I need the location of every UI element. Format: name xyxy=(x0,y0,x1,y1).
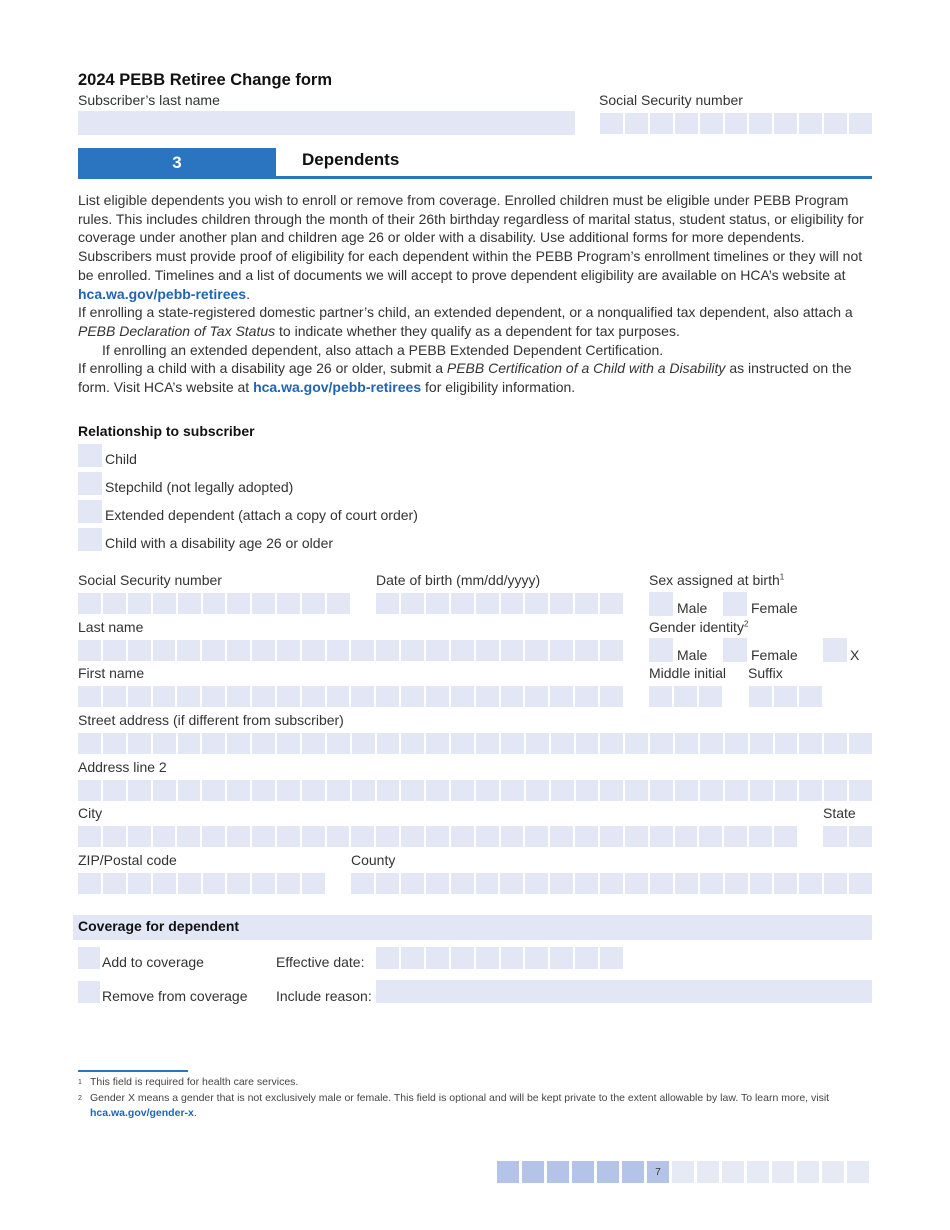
zip-input[interactable] xyxy=(78,873,325,894)
gender-female-checkbox[interactable] xyxy=(723,638,747,662)
first-name-label: First name xyxy=(78,665,145,681)
dependent-ssn-input[interactable] xyxy=(78,593,350,614)
last-name-input[interactable] xyxy=(78,640,623,661)
section-divider xyxy=(78,176,872,179)
effective-date-input[interactable] xyxy=(376,947,623,969)
relationship-child-label: Child xyxy=(105,451,137,467)
intro-paragraph-3: If enrolling an extended dependent, also attach a PEBB Extended Dependent Certification. xyxy=(102,341,664,358)
sex-female-checkbox[interactable] xyxy=(723,592,747,616)
remove-coverage-label: Remove from coverage xyxy=(102,988,248,1004)
subscriber-ssn-label: Social Security number xyxy=(599,92,743,108)
relationship-disability-label: Child with a disability age 26 or older xyxy=(105,535,334,551)
last-name-label: Last name xyxy=(78,619,144,635)
intro-paragraph-4: If enrolling a child with a disability age 26 or older, submit a PEBB Certification of a Child with a Disability as instructed on the form. Visit HCA’s website at hca.wa.gov/pebb-retirees for eligibility information. xyxy=(78,360,852,396)
add-coverage-label: Add to coverage xyxy=(102,954,204,970)
footnote-1: $^1$ This field is required for health care services. xyxy=(78,1076,299,1088)
street-address-input[interactable] xyxy=(78,733,872,754)
gender-label: Gender identity$^2$ xyxy=(649,619,749,635)
middle-initial-label: Middle initial xyxy=(649,665,727,681)
dob-label: Date of birth (mm/dd/yyyy) xyxy=(376,572,541,588)
footnote-2: $^2$ Gender X means a gender that is not exclusively male or female. This field is optional and will be kept private to the extent allowable by law. To learn more, visit hca.wa.gov/gender-x. xyxy=(78,1092,830,1119)
coverage-heading: Coverage for dependent xyxy=(78,918,240,934)
subscriber-ssn-input[interactable] xyxy=(600,113,872,134)
subscriber-last-name-label: Subscriber’s last name xyxy=(78,92,220,108)
footnote-divider xyxy=(78,1070,188,1072)
gender-x-link[interactable]: hca.wa.gov/gender-x xyxy=(90,1107,194,1119)
remove-coverage-checkbox[interactable] xyxy=(78,981,100,1003)
address-line-2-label: Address line 2 xyxy=(78,759,167,775)
address-line-2-input[interactable] xyxy=(78,780,872,801)
page-number: 7 xyxy=(647,1161,669,1183)
effective-date-label: Effective date: xyxy=(276,954,365,970)
intro-paragraph-2: If enrolling a state-registered domestic partner’s child, an extended dependent, or a nonqualified tax dependent, also attach a PEBB Declaration of Tax Status to indicate whether they qualify as a dependent for tax purposes. xyxy=(78,304,853,339)
pebb-retirees-link[interactable]: hca.wa.gov/pebb-retirees xyxy=(78,285,247,302)
dependent-ssn-label: Social Security number xyxy=(78,572,222,588)
pebb-retirees-link-2[interactable]: hca.wa.gov/pebb-retirees xyxy=(253,379,422,396)
gender-x-checkbox[interactable] xyxy=(823,638,847,662)
zip-label: ZIP/Postal code xyxy=(78,852,177,868)
state-label: State xyxy=(823,805,856,821)
first-name-input[interactable] xyxy=(78,686,623,707)
city-input[interactable] xyxy=(78,826,797,847)
relationship-stepchild-checkbox[interactable] xyxy=(78,472,102,495)
middle-initial-input[interactable] xyxy=(649,686,722,707)
state-input[interactable] xyxy=(823,826,872,847)
dob-input[interactable] xyxy=(376,593,623,614)
relationship-disability-checkbox[interactable] xyxy=(78,528,102,551)
city-label: City xyxy=(78,805,103,821)
section-number-badge: 3 xyxy=(78,148,276,177)
relationship-extended-label: Extended dependent (attach a copy of court order) xyxy=(105,507,418,523)
suffix-label: Suffix xyxy=(748,665,783,681)
gender-male-label: Male xyxy=(677,647,708,663)
page-indicator xyxy=(497,1161,869,1183)
sex-label: Sex assigned at birth$^1$ xyxy=(649,572,785,588)
subscriber-last-name-input[interactable] xyxy=(78,111,575,135)
gender-female-label: Female xyxy=(751,647,798,663)
gender-male-checkbox[interactable] xyxy=(649,638,673,662)
relationship-stepchild-label: Stepchild (not legally adopted) xyxy=(105,479,294,495)
county-label: County xyxy=(351,852,396,868)
relationship-heading: Relationship to subscriber xyxy=(78,423,255,439)
reason-input[interactable] xyxy=(376,980,872,1003)
relationship-extended-checkbox[interactable] xyxy=(78,500,102,523)
relationship-child-checkbox[interactable] xyxy=(78,444,102,467)
section-title: Dependents xyxy=(302,150,400,169)
suffix-input[interactable] xyxy=(749,686,822,707)
add-coverage-checkbox[interactable] xyxy=(78,947,100,969)
sex-male-checkbox[interactable] xyxy=(649,592,673,616)
county-input[interactable] xyxy=(351,873,872,894)
intro-paragraph-1: List eligible dependents you wish to enroll or remove from coverage. Enrolled children must be eligible under PEBB Program rules. This includes children through the month of their 26th birthday regardless of marital status, student status, or eligibility for coverage under another plan and children age 26 or older with a disability. Use additional forms for more dependents. Subscribers must provide proof of eligibility for each dependent within the PEBB Program’s enrollment timelines or they will not be enrolled. Timelines and a list of documents we will accept to prove dependent eligibility are available on HCA’s website at hca.wa.gov/pebb-retirees. xyxy=(78,192,864,302)
reason-label: Include reason: xyxy=(276,988,372,1004)
sex-female-label: Female xyxy=(751,600,798,616)
street-address-label: Street address (if different from subscriber) xyxy=(78,712,344,728)
form-title: 2024 PEBB Retiree Change form xyxy=(78,71,333,89)
intro-text xyxy=(78,191,878,397)
gender-x-label: X xyxy=(850,647,860,663)
sex-male-label: Male xyxy=(677,600,708,616)
